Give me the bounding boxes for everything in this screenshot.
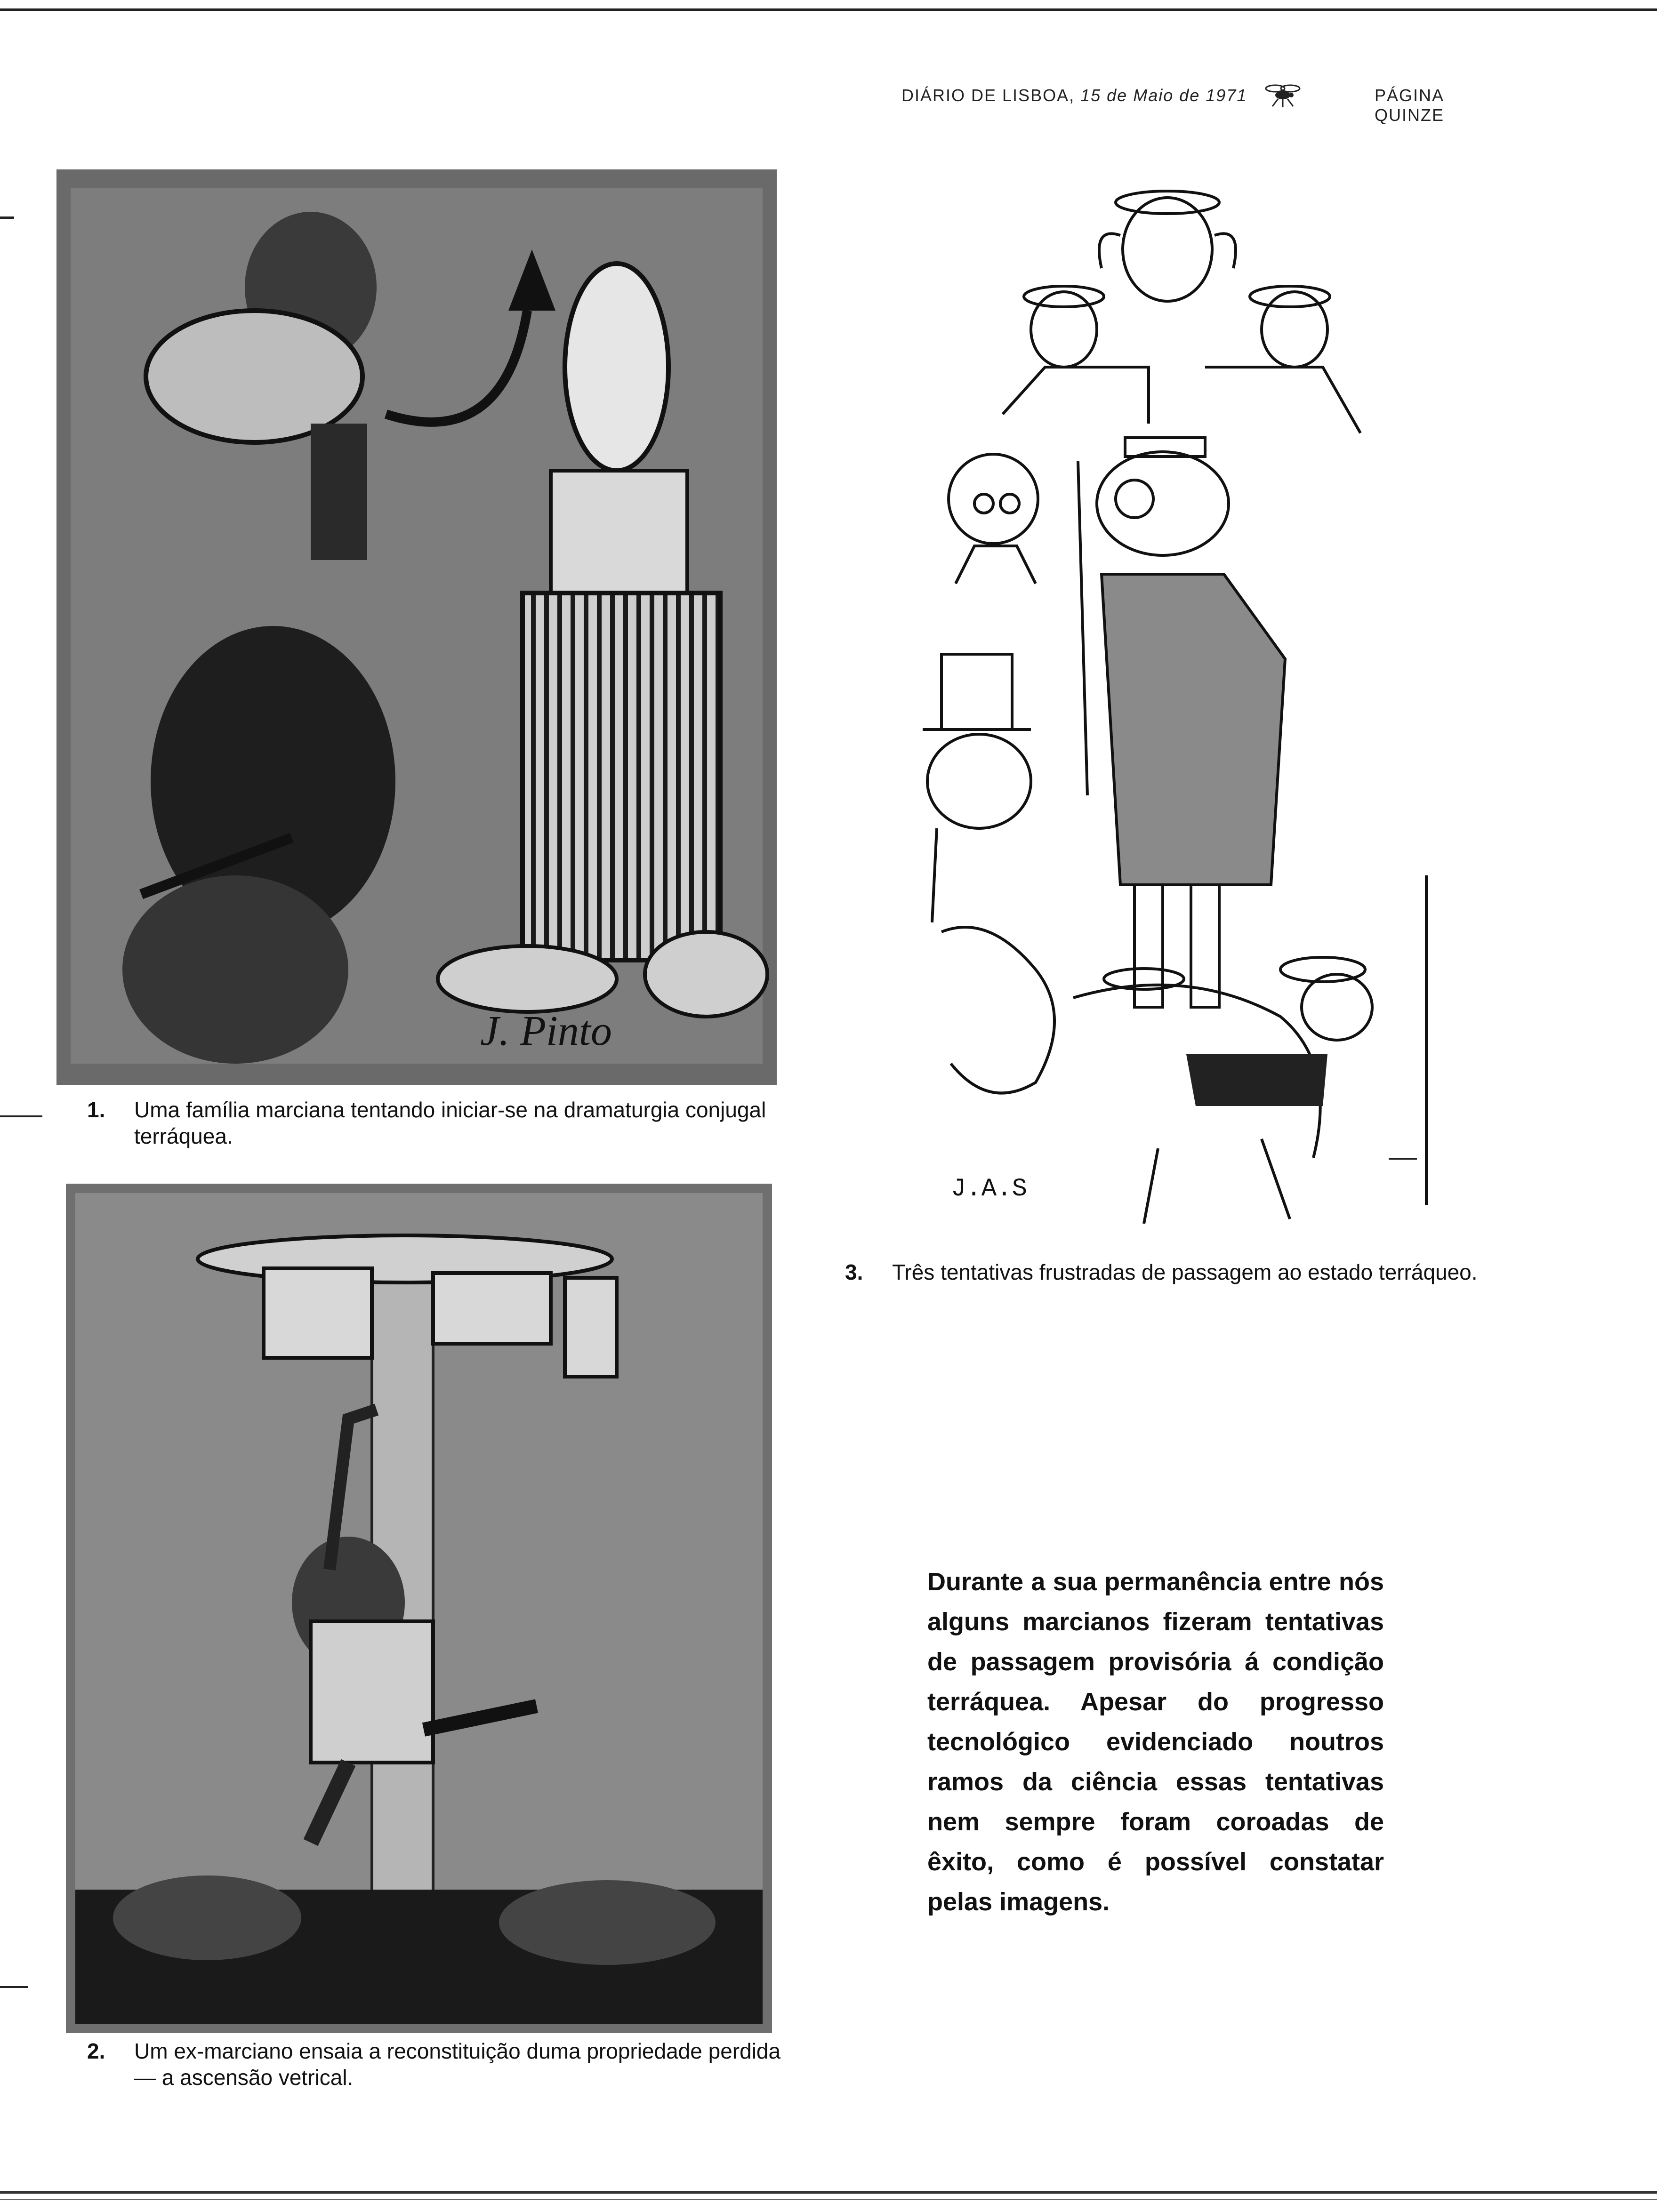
- figure-2-drawing: [66, 1184, 772, 2033]
- caption-text: Um ex-marciano ensaia a reconstituição duma propriedade perdida — a ascensão vetrical.: [134, 2039, 781, 2090]
- caption-text: Uma família marciana tentando iniciar-se na dramaturgia conjugal terráquea.: [134, 1098, 766, 1148]
- margin-mark: [1389, 1158, 1417, 1160]
- margin-mark: [0, 1115, 42, 1117]
- margin-mark: [0, 1986, 28, 1988]
- margin-mark: [0, 216, 14, 219]
- publication-name: DIÁRIO DE LISBOA,: [901, 86, 1075, 105]
- caption-text: Três tentativas frustradas de passagem ao estado terráqueo.: [892, 1260, 1478, 1284]
- bottom-rule: [0, 2191, 1657, 2194]
- publication-date: 15 de Maio de 1971: [1080, 86, 1247, 105]
- fly-icon: [1259, 77, 1306, 110]
- caption-number: 2.: [87, 2039, 105, 2063]
- caption-number: 3.: [845, 1260, 863, 1284]
- caption-number: 1.: [87, 1098, 105, 1122]
- figure-3-signature: J.A.S: [951, 1175, 1028, 1203]
- svg-text:J. Pinto: J. Pinto: [480, 1008, 612, 1054]
- page-header: [901, 86, 1513, 125]
- bottom-rule-secondary: [0, 2199, 1657, 2200]
- figure-3-drawing: [923, 169, 1450, 1224]
- figure-1-drawing: [56, 169, 777, 1085]
- top-rule: [0, 8, 1657, 11]
- page-number: PÁGINA QUINZE: [1375, 86, 1445, 125]
- article-body-text: Durante a sua permanência entre nós alguns marcianos fizeram tentativas de passagem provisória á condição terráquea. Apesar do progresso tecnológico evidenciado noutros ramos da ciência essas tentativas nem sempre foram coroadas de êxito, como é possível constatar pelas imagens.: [927, 1568, 1384, 1916]
- header-publication: [901, 86, 1247, 105]
